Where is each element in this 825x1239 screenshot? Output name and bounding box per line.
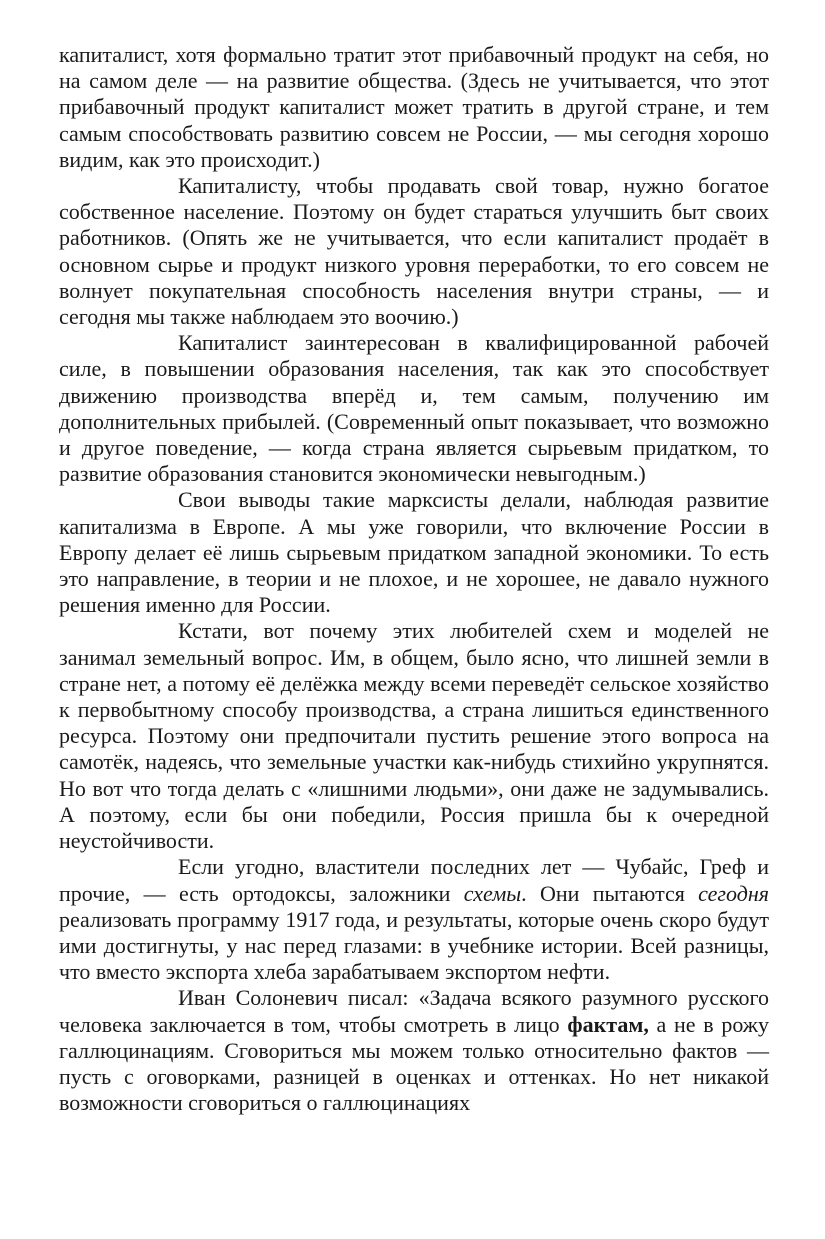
paragraph-7-text-2: а не в рожу галлюцинациям. Сговориться мы можем только относительно фактов — пусть с оговорками, разницей в оценках и оттенках. Но нет никакой возможности сговориться о галлюцинациях xyxy=(59,1011,770,1116)
paragraph-6-text-1: Если угодно, властители последних лет — Чубайс, Греф и прочие, — есть ортодоксы, заложники xyxy=(59,854,769,906)
paragraph-2-text: Капиталисту, чтобы продавать свой товар, нужно богатое собственное население. Поэтому он будет стараться улучшить быт своих работников. (Опять же не учитывается, что если капиталист продаёт в основном сырье и продукт низкого уровня переработки, то его совсем не волнует покупательная способность населения внутри страны, — и сегодня мы также наблюдаем это воочию.) xyxy=(59,173,769,330)
paragraph-3-text: Капиталист заинтересован в квалифицированной рабочей силе, в повышении образования населения, так как это способствует движению производства вперёд и, тем самым, получению им дополнительных прибылей. (Современный опыт показывает, что возможно и другое поведение, — когда страна является сырьевым придатком, то развитие образования становится экономически невыгодным.) xyxy=(59,330,769,487)
paragraph-6-text-2: . Они пытаются xyxy=(521,880,699,906)
paragraph-1 xyxy=(59,42,769,173)
paragraph-4 xyxy=(59,487,769,618)
paragraph-6 xyxy=(59,854,769,985)
paragraph-6-italic-schemes: схемы xyxy=(463,880,522,906)
paragraph-6-text-3: реализовать программу 1917 года, и результаты, которые очень скоро будут ими достигнуты, у нас перед глазами: в учебнике истории. Всей разницы, что вместо экспорта хлеба зарабатываем экспортом нефти. xyxy=(59,906,769,985)
paragraph-5 xyxy=(59,618,769,854)
paragraph-7-bold-facts: фактам, xyxy=(567,1011,649,1037)
paragraph-3 xyxy=(59,330,769,487)
paragraph-7-text-1: Иван Солоневич писал: «Задача всякого разумного русского человека заключается в том, чтобы смотреть в лицо xyxy=(59,985,769,1037)
paragraph-1-text: капиталист, хотя формально тратит этот прибавочный продукт на себя, но на самом деле — на развитие общества. (Здесь не учитывается, что этот прибавочный продукт капиталист может тратить в другой стране, и тем самым способствовать развитию совсем не России, — мы сегодня хорошо видим, как это происходит.) xyxy=(59,42,769,172)
paragraph-7 xyxy=(59,985,769,1116)
paragraph-6-italic-today: сегодня xyxy=(698,880,769,906)
document-page xyxy=(59,42,769,1116)
paragraph-2 xyxy=(59,173,769,330)
paragraph-4-text: Свои выводы такие марксисты делали, наблюдая развитие капитализма в Европе. А мы уже говорили, что включение России в Европу делает её лишь сырьевым придатком западной экономики. То есть это направление, в теории и не плохое, и не хорошее, не давало нужного решения именно для России. xyxy=(59,487,769,618)
paragraph-5-text: Кстати, вот почему этих любителей схем и моделей не занимал земельный вопрос. Им, в общем, было ясно, что лишней земли в стране нет, а потому её делёжка между всеми переведёт сельское хозяйство к первобытному способу производства, а страна лишиться единственного ресурса. Поэтому они предпочитали пустить решение этого вопроса на самотёк, надеясь, что земельные участки как-нибудь стихийно укрупнятся. Но вот что тогда делать с «лишними людьми», они даже не задумывались. А поэтому, если бы они победили, Россия пришла бы к очередной неустойчивости. xyxy=(59,618,769,854)
